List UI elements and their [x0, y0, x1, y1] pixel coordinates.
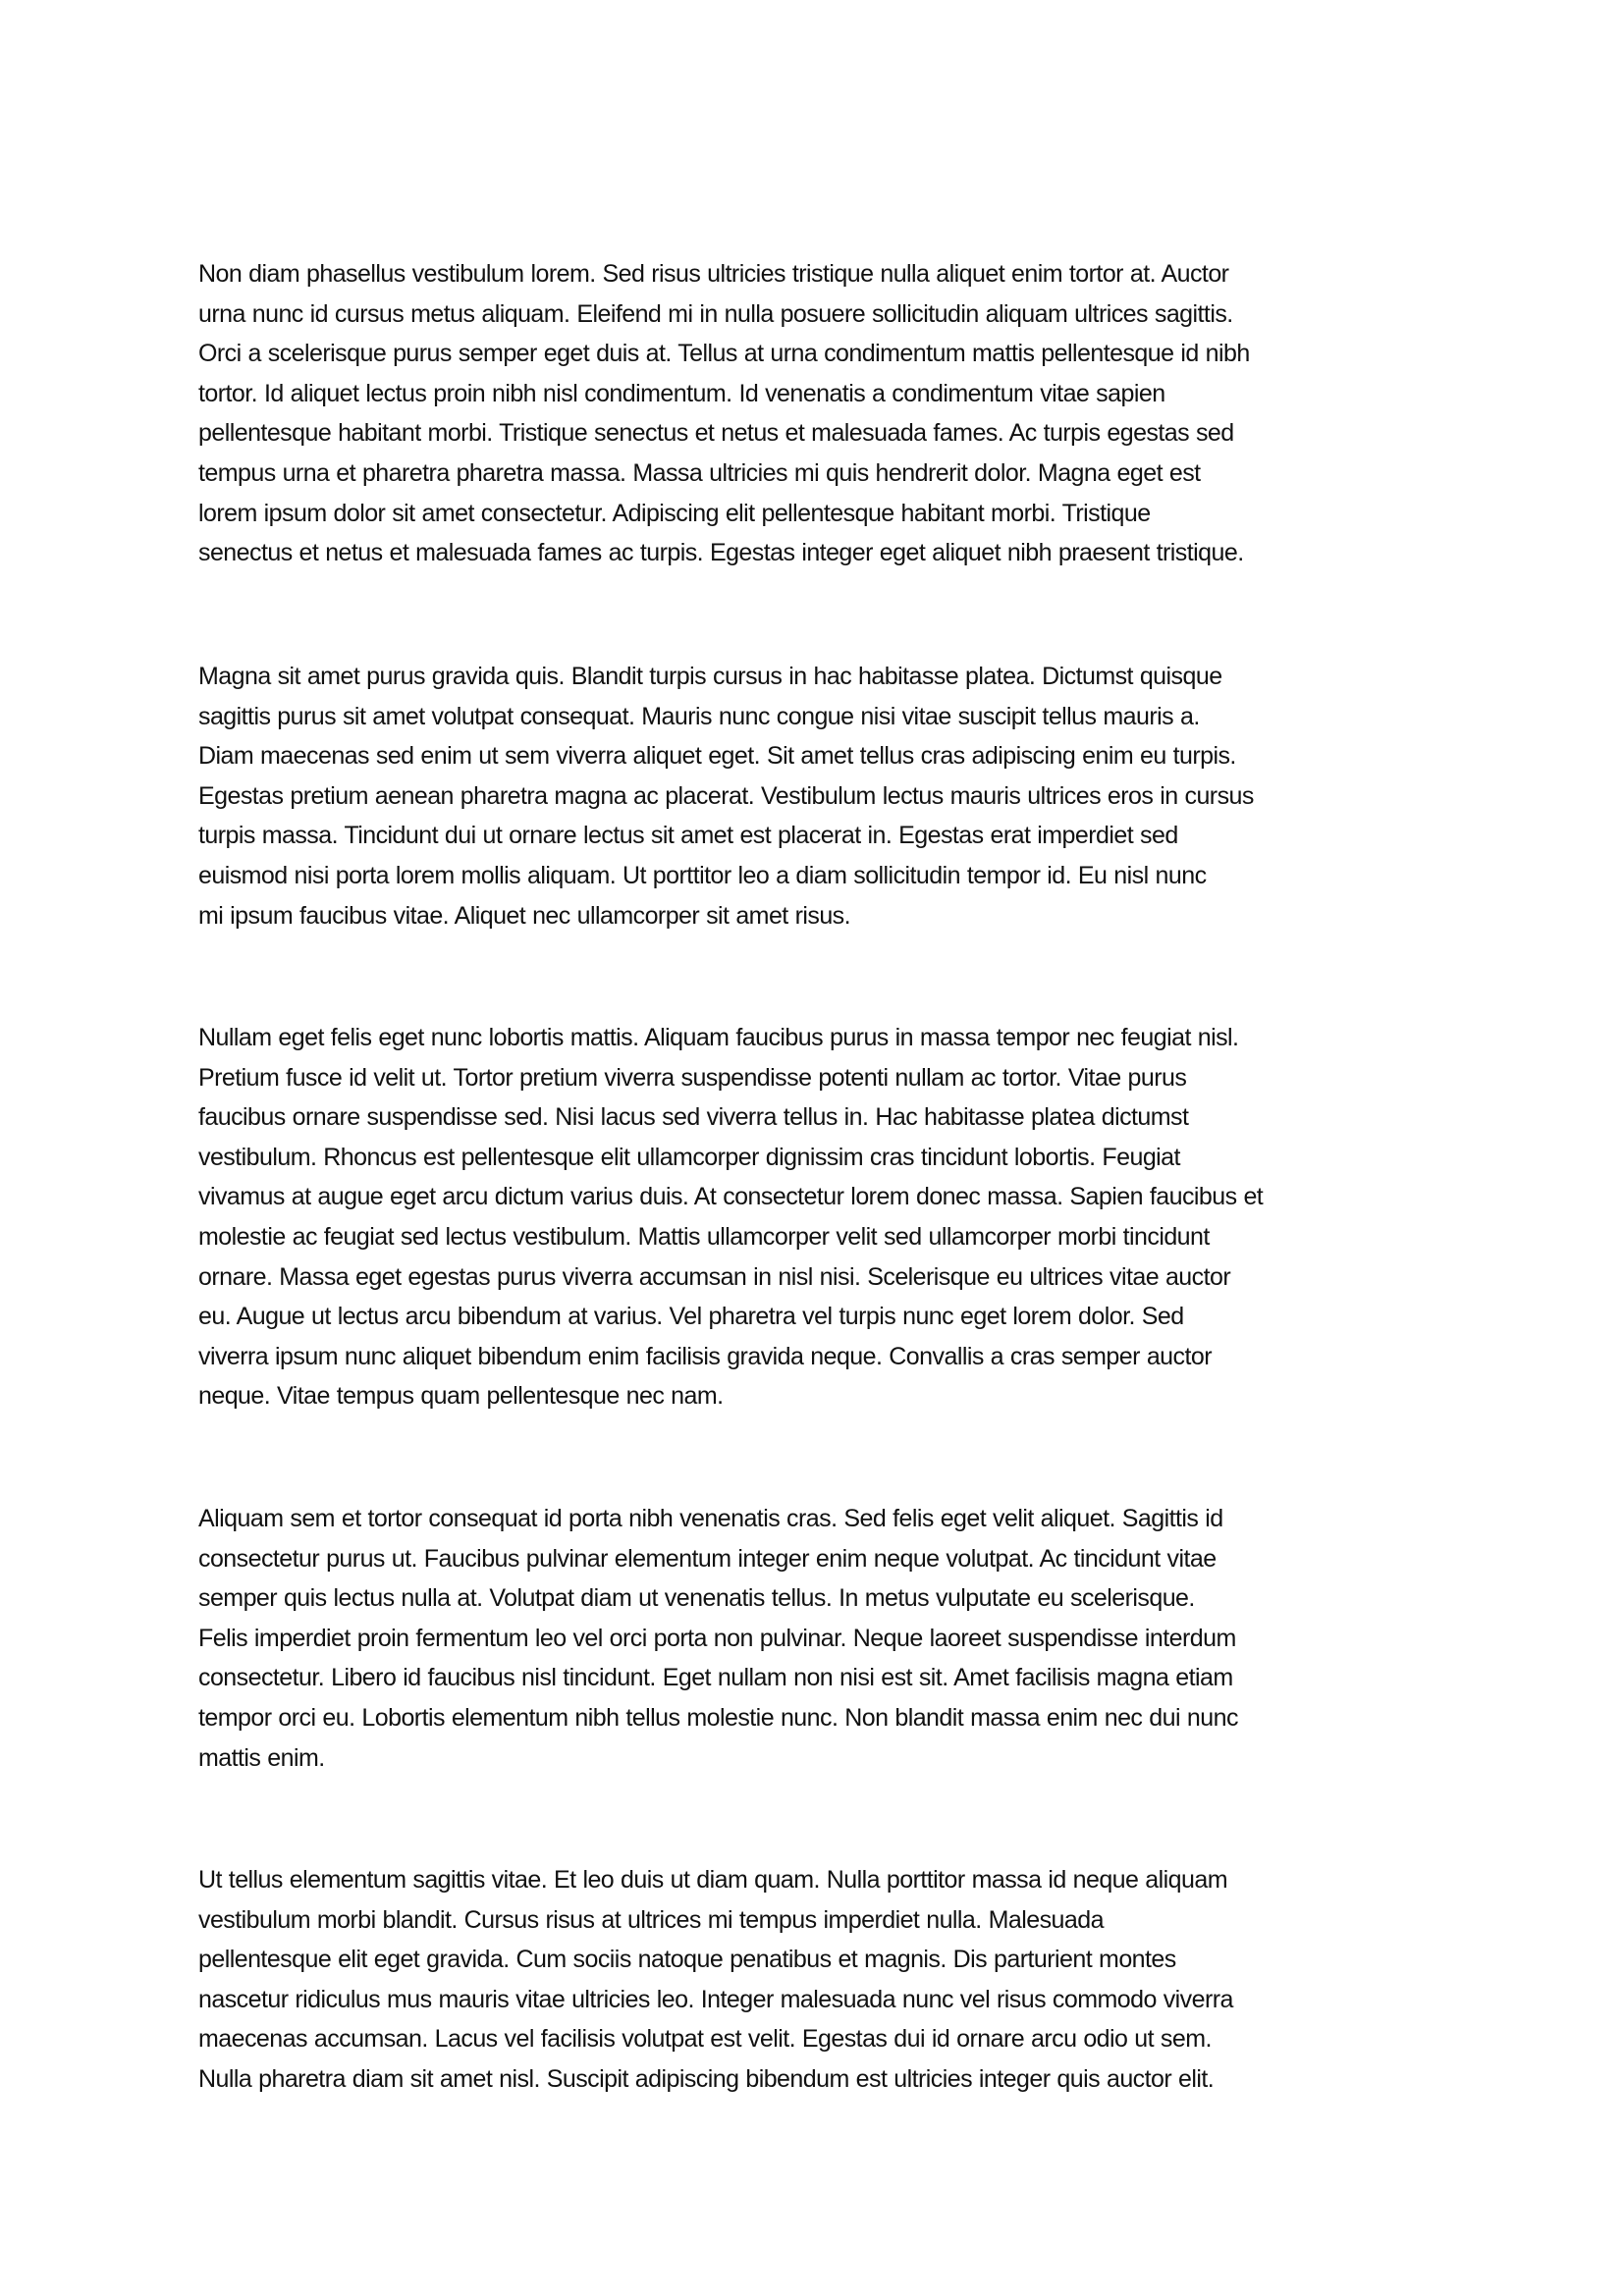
text-line: tempus urna et pharetra pharetra massa. Massa ultricies mi quis hendrerit dolor. Magna eget est	[198, 458, 1201, 487]
text-line: Pretium fusce id velit ut. Tortor pretium viverra suspendisse potenti nullam ac tortor. Vitae purus	[198, 1063, 1187, 1092]
paragraph-2	[198, 657, 1475, 935]
text-line: urna nunc id cursus metus aliquam. Eleifend mi in nulla posuere sollicitudin aliquam ultrices sagittis.	[198, 299, 1233, 328]
text-line: eu. Augue ut lectus arcu bibendum at varius. Vel pharetra vel turpis nunc eget lorem dolor. Sed	[198, 1303, 1184, 1331]
text-line: vestibulum. Rhoncus est pellentesque elit ullamcorper dignissim cras tincidunt lobortis. Feugiat	[198, 1143, 1180, 1171]
text-line: consectetur. Libero id faucibus nisl tincidunt. Eget nullam non nisi est sit. Amet facilisis magna etiam	[198, 1664, 1233, 1692]
text-line: sagittis purus sit amet volutpat consequat. Mauris nunc congue nisi vitae suscipit tellus mauris a.	[198, 702, 1200, 730]
text-line: turpis massa. Tincidunt dui ut ornare lectus sit amet est placerat in. Egestas erat imperdiet sed	[198, 822, 1178, 850]
text-line: semper quis lectus nulla at. Volutpat diam ut venenatis tellus. In metus vulputate eu scelerisque.	[198, 1584, 1195, 1613]
text-line: lorem ipsum dolor sit amet consectetur. Adipiscing elit pellentesque habitant morbi. Tristique	[198, 499, 1151, 527]
text-line: Aliquam sem et tortor consequat id porta nibh venenatis cras. Sed felis eget velit aliquet. Sagittis id	[198, 1505, 1223, 1532]
text-line: Non diam phasellus vestibulum lorem. Sed risus ultricies tristique nulla aliquet enim tortor at. Auctor	[198, 260, 1229, 288]
text-line: mi ipsum faucibus vitae. Aliquet nec ullamcorper sit amet risus.	[198, 901, 851, 930]
text-line: consectetur purus ut. Faucibus pulvinar elementum integer enim neque volutpat. Ac tincidunt vitae	[198, 1544, 1217, 1573]
text-line: neque. Vitae tempus quam pellentesque nec nam.	[198, 1382, 724, 1411]
paragraph-1	[198, 254, 1475, 573]
text-line: tortor. Id aliquet lectus proin nibh nisl condimentum. Id venenatis a condimentum vitae sapien	[198, 379, 1165, 407]
text-line: tempor orci eu. Lobortis elementum nibh tellus molestie nunc. Non blandit massa enim nec dui nunc	[198, 1703, 1238, 1732]
text-line: Nulla pharetra diam sit amet nisl. Suscipit adipiscing bibendum est ultricies integer quis auctor elit.	[198, 2064, 1215, 2093]
text-line: vivamus at augue eget arcu dictum varius duis. At consectetur lorem donec massa. Sapien faucibus et	[198, 1183, 1264, 1211]
text-line: faucibus ornare suspendisse sed. Nisi lacus sed viverra tellus in. Hac habitasse platea dictumst	[198, 1103, 1189, 1132]
paragraph-3	[198, 1018, 1475, 1416]
text-line: Egestas pretium aenean pharetra magna ac placerat. Vestibulum lectus mauris ultrices eros in cursus	[198, 781, 1254, 810]
text-line: pellentesque elit eget gravida. Cum sociis natoque penatibus et magnis. Dis parturient montes	[198, 1946, 1176, 1974]
paragraph-4	[198, 1499, 1475, 1778]
text-line: Diam maecenas sed enim ut sem viverra aliquet eget. Sit amet tellus cras adipiscing enim eu turpis.	[198, 742, 1236, 771]
text-line: nascetur ridiculus mus mauris vitae ultricies leo. Integer malesuada nunc vel risus commodo viverra	[198, 1985, 1233, 2013]
text-line: vestibulum morbi blandit. Cursus risus at ultrices mi tempus imperdiet nulla. Malesuada	[198, 1905, 1104, 1934]
text-line: Felis imperdiet proin fermentum leo vel orci porta non pulvinar. Neque laoreet suspendisse interdum	[198, 1624, 1236, 1652]
text-line: Orci a scelerisque purus semper eget duis at. Tellus at urna condimentum mattis pellentesque id nibh	[198, 340, 1250, 368]
text-line: Nullam eget felis eget nunc lobortis mattis. Aliquam faucibus purus in massa tempor nec feugiat nisl.	[198, 1024, 1239, 1051]
text-line: mattis enim.	[198, 1743, 325, 1772]
paragraph-5	[198, 1860, 1475, 2100]
text-line: Ut tellus elementum sagittis vitae. Et leo duis ut diam quam. Nulla porttitor massa id neque aliquam	[198, 1866, 1227, 1894]
text-line: euismod nisi porta lorem mollis aliquam. Ut porttitor leo a diam sollicitudin tempor id. Eu nisl nunc	[198, 861, 1207, 889]
text-line: maecenas accumsan. Lacus vel facilisis volutpat est velit. Egestas dui id ornare arcu odio ut sem.	[198, 2025, 1212, 2054]
text-line: ornare. Massa eget egestas purus viverra accumsan in nisl nisi. Scelerisque eu ultrices vitae auctor	[198, 1262, 1231, 1291]
text-line: viverra ipsum nunc aliquet bibendum enim facilisis gravida neque. Convallis a cras semper auctor	[198, 1342, 1212, 1370]
text-line: pellentesque habitant morbi. Tristique senectus et netus et malesuada fames. Ac turpis egestas sed	[198, 419, 1234, 448]
text-line: Magna sit amet purus gravida quis. Blandit turpis cursus in hac habitasse platea. Dictumst quisque	[198, 663, 1222, 690]
text-line: molestie ac feugiat sed lectus vestibulum. Mattis ullamcorper velit sed ullamcorper morbi tincidunt	[198, 1222, 1210, 1251]
text-line: senectus et netus et malesuada fames ac turpis. Egestas integer eget aliquet nibh praesent tristique.	[198, 539, 1244, 567]
